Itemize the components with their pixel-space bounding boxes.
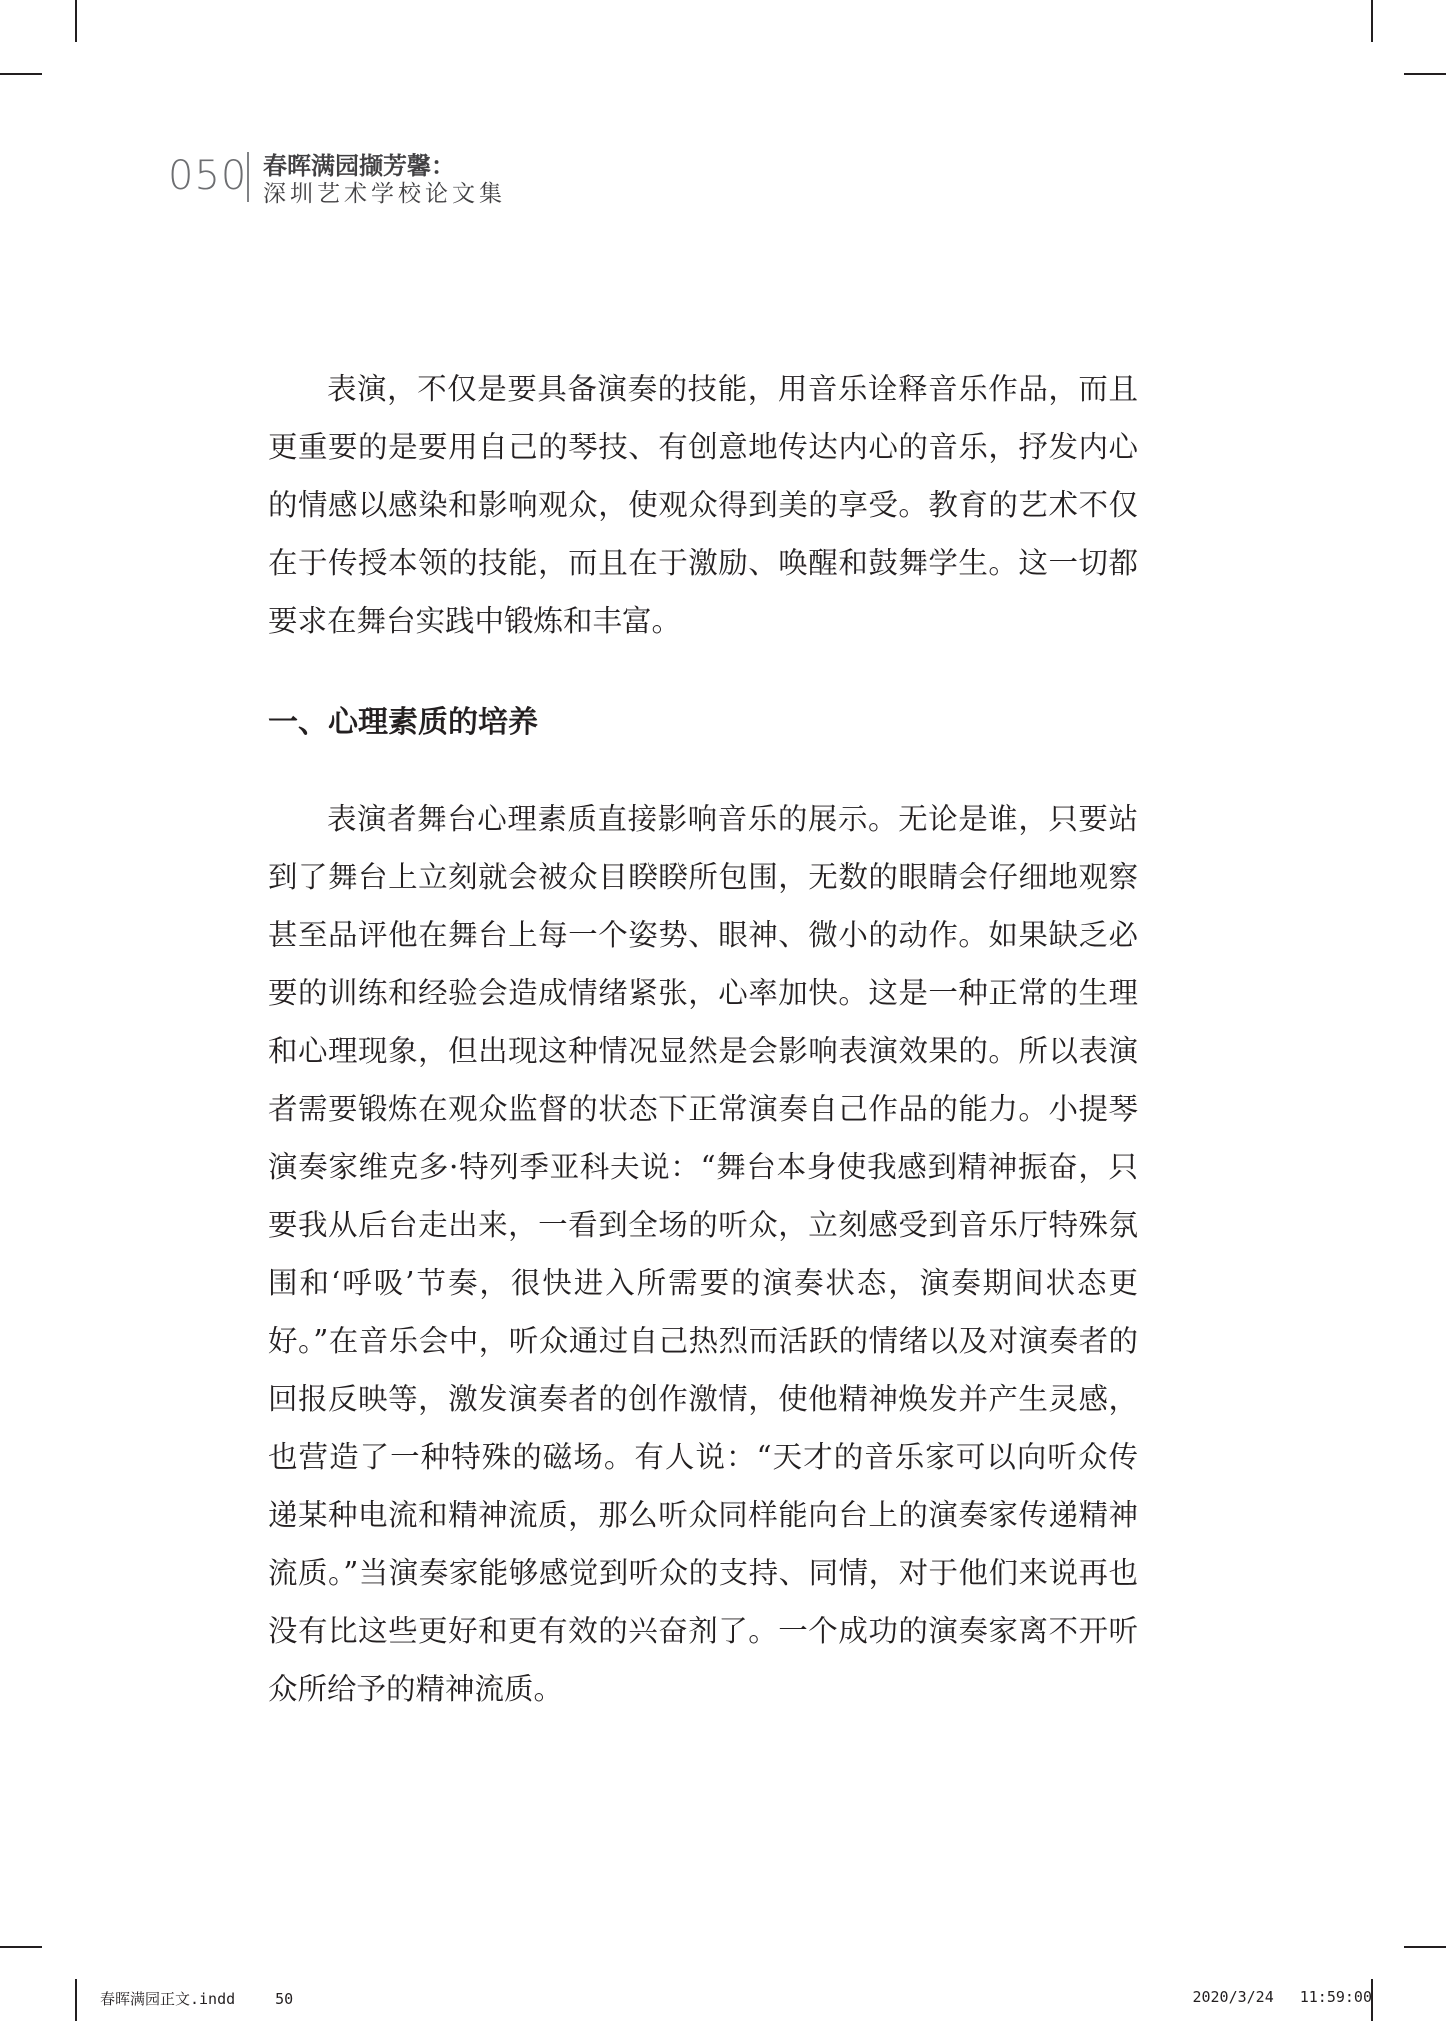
crop-mark-top-left (75, 0, 77, 42)
slug-page-number: 50 (275, 1990, 294, 2008)
header-divider (247, 152, 249, 202)
crop-mark-top-right (1371, 0, 1373, 42)
crop-mark-top-right-horizontal (1404, 73, 1446, 75)
crop-mark-bottom-left (75, 1979, 77, 2021)
crop-mark-top-left-horizontal (0, 73, 42, 75)
book-subtitle: 深圳艺术学校论文集 (263, 181, 506, 207)
print-slug-left (100, 1988, 293, 2009)
slug-time: 11:59:00 (1299, 1988, 1372, 2006)
crop-mark-bottom-right-horizontal (1404, 1946, 1446, 1948)
page-body (268, 360, 1138, 1718)
section-heading: 一、心理素质的培养 (268, 705, 538, 740)
crop-mark-bottom-left-horizontal (0, 1946, 42, 1948)
intro-paragraph: 表演，不仅是要具备演奏的技能，用音乐诠释音乐作品，而且更重要的是要用自己的琴技、有创意地传达内心的音乐，抒发内心的情感以感染和影响观众，使观众得到美的享受。教育的艺术不仅在于传授本领的技能，而且在于激励、唤醒和鼓舞学生。这一切都要求在舞台实践中锻炼和丰富。 (268, 372, 1138, 638)
page-number: 050 (168, 153, 248, 199)
section-paragraph: 表演者舞台心理素质直接影响音乐的展示。无论是谁，只要站到了舞台上立刻就会被众目睽睽所包围，无数的眼睛会仔细地观察甚至品评他在舞台上每一个姿势、眼神、微小的动作。如果缺乏必要的训练和经验会造成情绪紧张，心率加快。这是一种正常的生理和心理现象，但出现这种情况显然是会影响表演效果的。所以表演者需要锻炼在观众监督的状态下正常演奏自己作品的能力。小提琴演奏家维克多·特列季亚科夫说：“舞台本身使我感到精神振奋，只要我从后台走出来，一看到全场的听众，立刻感受到音乐厅特殊氛围和‘呼吸’节奏，很快进入所需要的演奏状态，演奏期间状态更好。”在音乐会中，听众通过自己热烈而活跃的情绪以及对演奏者的回报反映等，激发演奏者的创作激情，使他精神焕发并产生灵感，也营造了一种特殊的磁场。有人说：“天才的音乐家可以向听众传递某种电流和精神流质，那么听众同样能向台上的演奏家传递精神流质。”当演奏家能够感觉到听众的支持、同情，对于他们来说再也没有比这些更好和更有效的兴奋剂了。一个成功的演奏家离不开听众所给予的精神流质。 (268, 802, 1138, 1706)
print-slug-right (1192, 1988, 1372, 2006)
slug-file-name: 春晖满园正文.indd (100, 1990, 236, 2008)
slug-date: 2020/3/24 (1192, 1988, 1274, 2006)
book-title: 春晖满园撷芳馨： (263, 152, 455, 180)
